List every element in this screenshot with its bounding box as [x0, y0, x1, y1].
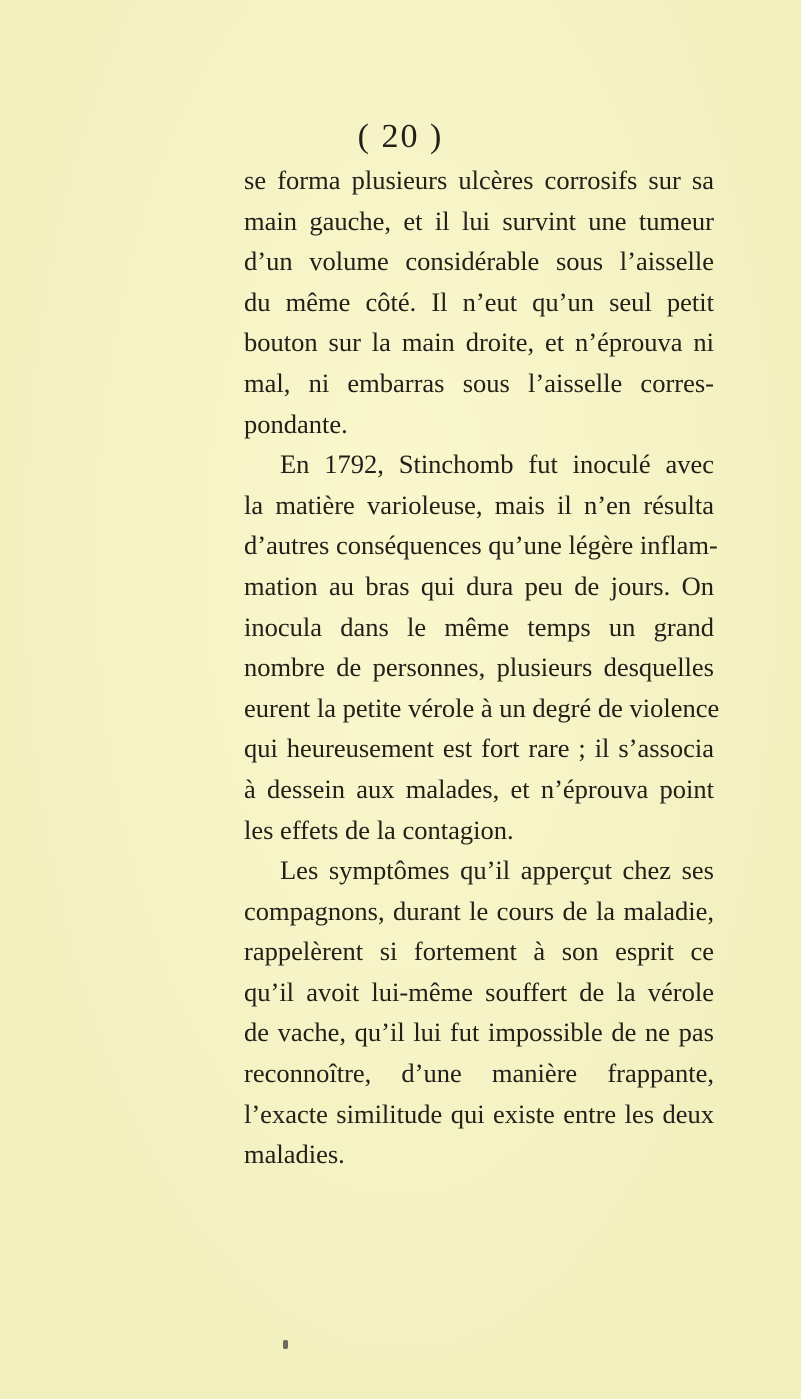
text-line: maladies. — [244, 1139, 345, 1170]
text-line: mal, ni embarras sous l’aisselle corres- — [244, 367, 714, 398]
text-line: qui heureusement est fort rare ; il s’associa — [244, 733, 714, 764]
text-line: se forma plusieurs ulcères corrosifs sur sa — [244, 165, 714, 195]
text-line: à dessein aux malades, et n’éprouva point — [244, 773, 714, 804]
text-line: nombre de personnes, plusieurs desquelles — [244, 652, 714, 683]
text-line: d’autres conséquences qu’une légère inflam- — [244, 530, 718, 561]
text-line: eurent la petite vérole à un degré de violence — [244, 692, 720, 723]
text-line: Les symptômes qu’il apperçut chez ses — [280, 855, 714, 886]
text-line: qu’il avoit lui-même souffert de la vérole — [244, 976, 714, 1007]
text-line: main gauche, et il lui survint une tumeur — [244, 205, 714, 236]
text-line: pondante. — [244, 408, 348, 439]
page-number: ( 20 ) — [357, 118, 444, 155]
text-line: du même côté. Il n’eut qu’un seul petit — [244, 286, 714, 317]
text-line: rappelèrent si fortement à son esprit ce — [244, 936, 714, 967]
text-line: mation au bras qui dura peu de jours. On — [244, 570, 714, 601]
text-line: compagnons, durant le cours de la maladie, — [244, 895, 714, 926]
text-line: bouton sur la main droite, et n’éprouva ni — [244, 327, 714, 358]
body-text — [244, 160, 720, 1175]
text-line: l’exacte similitude qui existe entre les deux — [244, 1098, 714, 1129]
text-line: reconnoître, d’une manière frappante, — [244, 1058, 714, 1089]
text-line: de vache, qu’il lui fut impossible de ne pas — [244, 1017, 714, 1048]
text-line: d’un volume considérable sous l’aisselle — [244, 246, 714, 277]
ink-speck — [283, 1340, 288, 1349]
text-line: En 1792, Stinchomb fut inoculé avec — [280, 449, 714, 480]
text-line: les effets de la contagion. — [244, 814, 514, 845]
text-line: inocula dans le même temps un grand — [244, 611, 714, 642]
text-line: la matière varioleuse, mais il n’en résulta — [244, 489, 714, 520]
